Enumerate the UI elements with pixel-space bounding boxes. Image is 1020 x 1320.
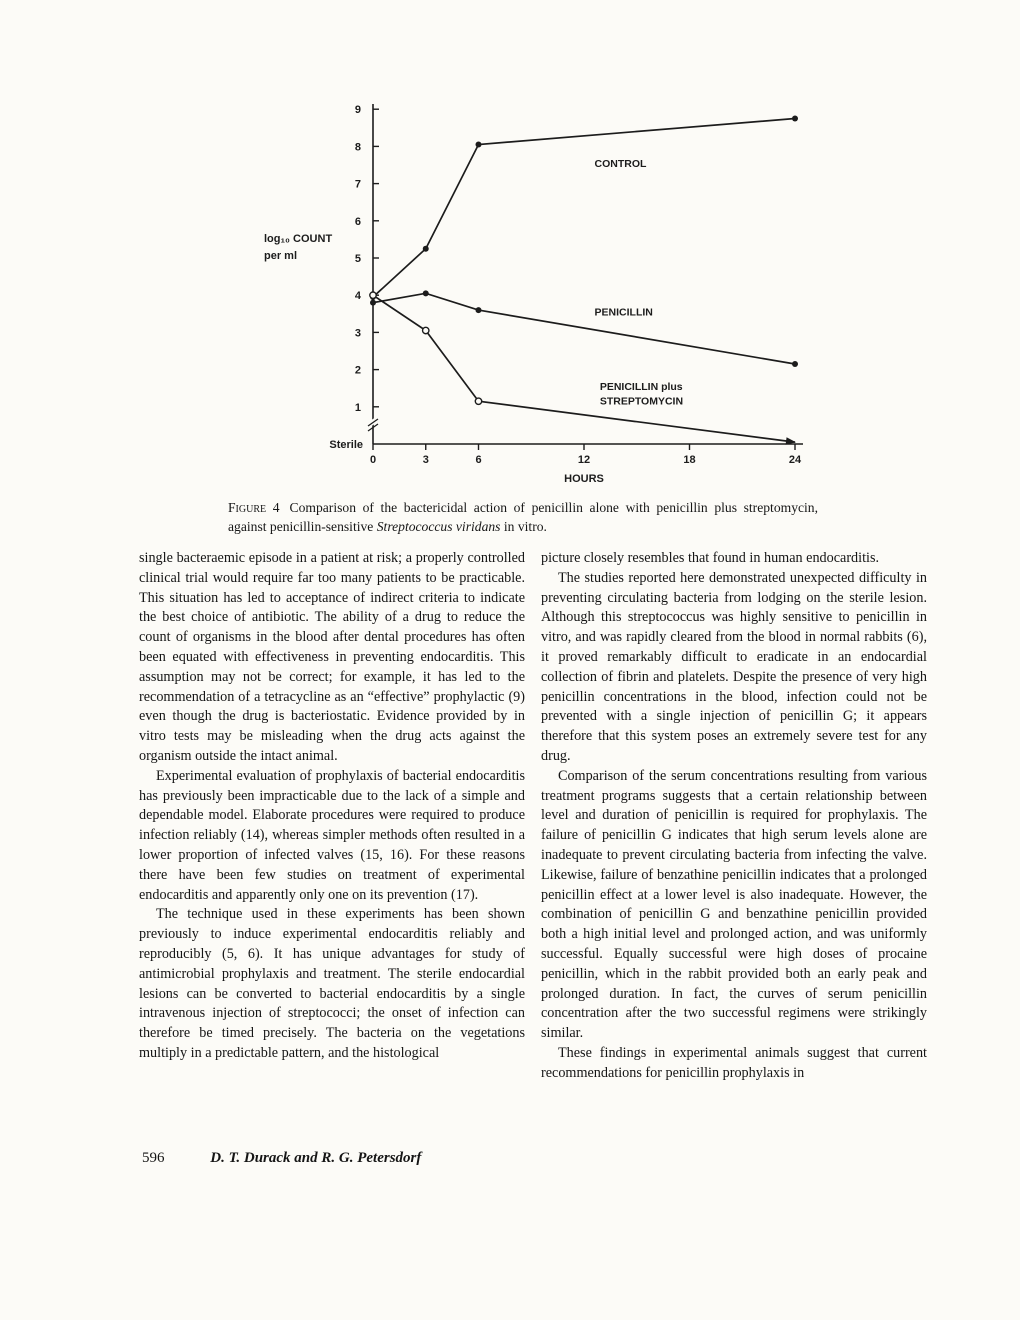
figure-caption-segment-after: in vitro. (500, 519, 547, 534)
species-name: Streptococcus viridans (376, 519, 501, 534)
paragraph: The studies reported here demonstrated unexpected difficulty in preventing circulating bacteria from lodging on the sterile lesion. Although this streptococcus was highly sensitive to penicillin in vitro, and was rapidly cleared from the blood in normal rabbits (6), it proved remarkably difficult to eradicate in an endocardial collection of fibrin and platelets. Despite the presence of very high penicillin concentrations in the blood, infection could not be prevented with a single injection of penicillin G; it appears therefore that this system poses an extremely severe test for any drug. (541, 569, 927, 764)
svg-text:0: 0 (369, 454, 377, 466)
svg-text:12: 12 (577, 454, 591, 466)
chart-series-penicillin (370, 290, 798, 367)
paragraph: single bacteraemic episode in a patient at risk; a properly controlled clinical trial would require far too many patients to be practicable. This situation has led to acceptance of indirect criteria to indicate the best choice of antibiotic. The ability of a drug to reduce the count of organisms in the blood after dental procedures has often been equated with effectiveness in preventing endocarditis. This assumption may not be correct; for example, it has led to the recommendation of a tetracycline as an “effective” prophylactic (9) even though the drug is bacteriostatic. Evidence provided by in vitro tests may be misleading when the drug acts against the organism outside the intact animal. (139, 550, 525, 764)
svg-text:3: 3 (354, 327, 361, 340)
chart-y-axis-label (264, 233, 332, 262)
chart-axes (329, 104, 803, 485)
paragraph: picture closely resembles that found in human endocarditis. (541, 550, 880, 566)
chart-series-control (370, 116, 798, 301)
svg-text:4: 4 (354, 290, 361, 303)
svg-text:6: 6 (475, 454, 482, 466)
figure-caption-label: Figure 4 (228, 500, 280, 515)
svg-text:18: 18 (683, 454, 696, 466)
svg-text:9: 9 (354, 104, 361, 117)
chart-annotations (595, 158, 684, 408)
paragraph: Experimental evaluation of prophylaxis of bacterial endocarditis has previously been impracticable due to the lack of a simple and dependable model. Elaborate procedures were required to produce infection reliably (14), whereas simpler methods often resulted in a lower proportion of infected valves (15, 16). For these reasons there have been few studies on treatment of experimental endocarditis and apparently only one on its prevention (17). (139, 767, 525, 903)
svg-text:8: 8 (354, 141, 361, 154)
svg-text:5: 5 (354, 253, 361, 265)
figure-4-chart (250, 92, 870, 492)
figure-caption (228, 498, 818, 536)
svg-text:6: 6 (354, 215, 361, 228)
paragraph: These findings in experimental animals suggest that current recommendations for penicillin prophylaxis in (541, 1044, 927, 1081)
page-number: 596 (142, 1150, 165, 1166)
svg-text:2: 2 (354, 364, 361, 377)
svg-text:PENICILLIN plus: PENICILLIN plus (599, 381, 683, 394)
chart-series-penicillin-plus-streptomycin (370, 292, 797, 446)
svg-text:1: 1 (354, 401, 361, 414)
running-authors: D. T. Durack and R. G. Petersdorf (210, 1150, 422, 1166)
svg-text:log₁₀ COUNT: log₁₀ COUNT (264, 233, 333, 245)
paragraph: The technique used in these experiments has been shown previously to induce experimental endocarditis reliably and reproducibly (5, 6). It has unique advantages for study of antimicrobial prophylaxis and treatment. The sterile endocardial lesions can be converted to bacterial endocarditis by a single intravenous injection of streptococci; the onset of infection can therefore be timed precisely. The bacteria on the vegetations multiply in a predictable pattern, and the histological (139, 906, 525, 1061)
figure-chart-svg (250, 92, 870, 492)
article-body (139, 549, 927, 1084)
svg-text:3: 3 (422, 454, 429, 466)
svg-text:Sterile: Sterile (329, 439, 363, 451)
svg-text:per ml: per ml (264, 250, 298, 262)
svg-text:CONTROL: CONTROL (594, 157, 647, 170)
svg-text:24: 24 (788, 454, 802, 466)
page-footer (142, 1150, 421, 1167)
paragraph: Comparison of the serum concentrations resulting from various treatment programs suggests that a certain relationship between level and duration of penicillin is required for prophylaxis. The failure of penicillin G indicates that high serum levels alone are inadequate to prevent circulating bacteria from infecting the valve. Likewise, failure of benzathine penicillin indicates that a prolonged penicillin effect at a lower level is also inadequate. However, the combination of penicillin G and benzathine penicillin provided both a high initial level and prolonged action, and was uniformly successful. Equally successful were high doses of procaine penicillin, which in the rabbit provided both an early peak and prolonged duration. In fact, the curves of serum penicillin concentration after the two successful regimens were strikingly similar. (541, 767, 927, 1042)
svg-text:HOURS: HOURS (564, 473, 604, 485)
svg-text:PENICILLIN: PENICILLIN (594, 306, 653, 319)
svg-text:STREPTOMYCIN: STREPTOMYCIN (599, 395, 684, 408)
column-right (541, 549, 927, 1084)
column-left (139, 549, 525, 1084)
figure-caption-segment-before: Comparison of the bactericidal action of penicillin alone with penicillin plus streptomycin, against penicillin-sensitive (228, 500, 818, 534)
svg-text:7: 7 (354, 178, 361, 191)
